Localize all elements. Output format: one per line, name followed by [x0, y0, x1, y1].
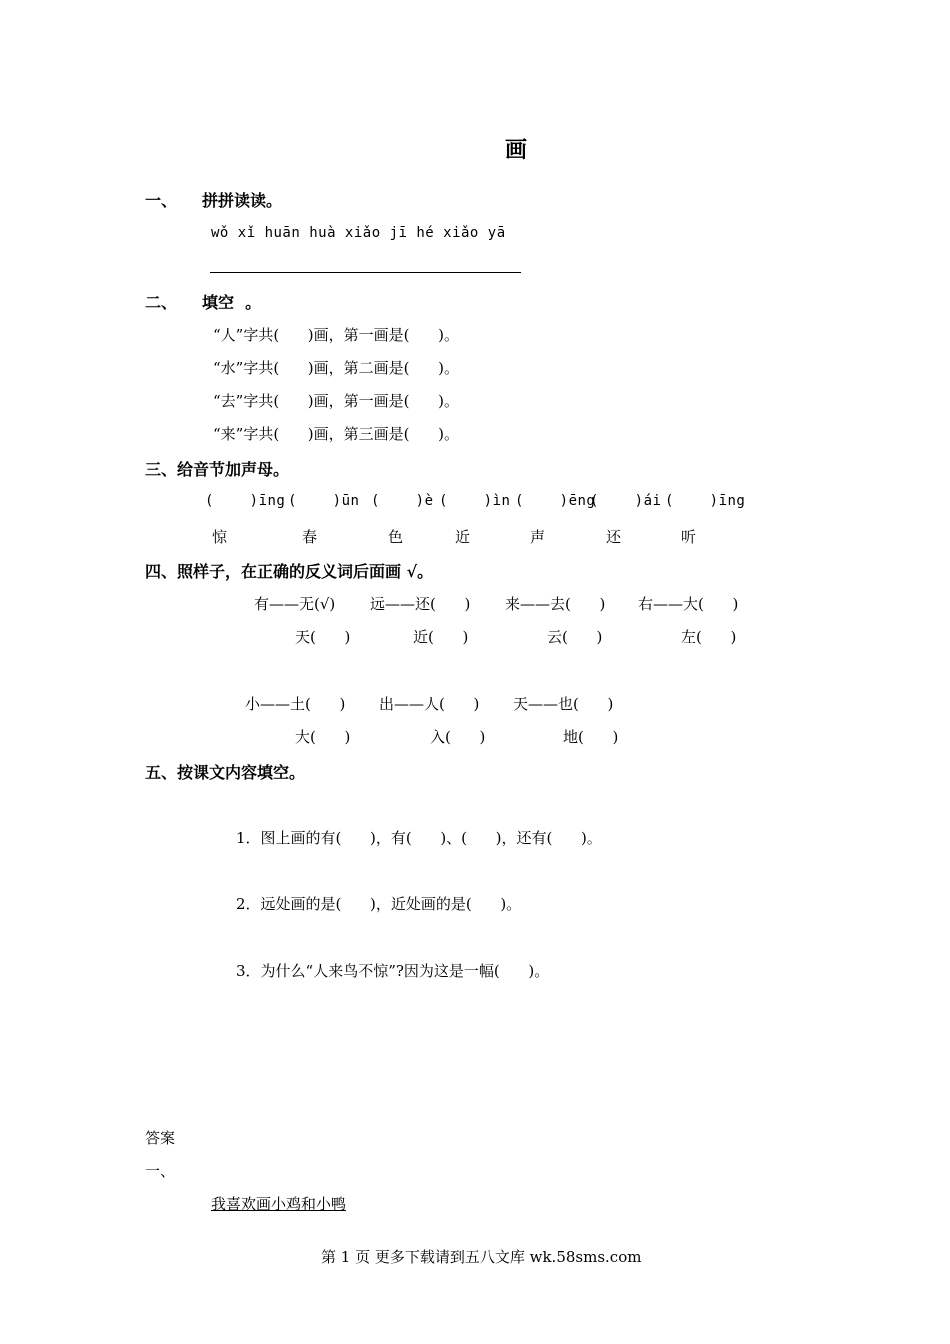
syllable-4: ( )ìn	[439, 493, 511, 509]
pinyin-line: wǒ xǐ huān huà xiǎo jī hé xiǎo yā	[211, 225, 506, 241]
antonym-pair: 有——无(√)	[254, 595, 336, 613]
fill-line-1: “人”字共( )画，第一画是( )。	[213, 326, 459, 344]
answers-number: 一、	[145, 1162, 176, 1180]
answer-line	[210, 272, 521, 273]
antonym-blank: 左( )	[681, 628, 737, 646]
syllable-1: ( )īng	[205, 493, 286, 509]
char-4: 近	[455, 528, 471, 546]
syllable-6: ( )ái	[590, 493, 662, 509]
fill-line-3: “去”字共( )画，第一画是( )。	[213, 392, 459, 410]
char-1: 惊	[212, 528, 228, 546]
content-fill-1: 1．图上画的有( )，有( )、( )，还有( )。	[236, 829, 602, 847]
antonym-pair: 右——大( )	[638, 595, 739, 613]
syllable-2: ( )ūn	[288, 493, 360, 509]
antonym-blank: 入( )	[430, 728, 486, 746]
antonym-blank: 云( )	[547, 628, 603, 646]
section-3-heading: 三、给音节加声母。	[145, 460, 290, 479]
section-4-heading: 四、照样子，在正确的反义词后面画 √。	[145, 562, 434, 581]
antonym-blank: 近( )	[413, 628, 469, 646]
syllable-3: ( )è	[371, 493, 434, 509]
antonym-blank: 天( )	[295, 628, 351, 646]
char-6: 还	[606, 528, 622, 546]
syllable-7: ( )īng	[665, 493, 746, 509]
char-7: 听	[681, 528, 697, 546]
section-1-number: 一、	[145, 191, 178, 210]
fill-line-2: “水”字共( )画，第二画是( )。	[213, 359, 459, 377]
char-3: 色	[388, 528, 404, 546]
antonym-pair: 来——去( )	[505, 595, 606, 613]
answer-text: 我喜欢画小鸡和小鸭	[211, 1195, 347, 1213]
antonym-blank: 大( )	[295, 728, 351, 746]
antonym-pair: 天——也( )	[513, 695, 614, 713]
syllable-5: ( )ēng	[515, 493, 596, 509]
fill-line-4: “来”字共( )画，第三画是( )。	[213, 425, 459, 443]
section-5-heading: 五、按课文内容填空。	[145, 763, 306, 782]
page-footer: 第 1 页 更多下载请到五八文库 wk.58sms.com	[321, 1248, 642, 1266]
char-2: 春	[302, 528, 318, 546]
char-5: 声	[530, 528, 546, 546]
antonym-pair: 出——人( )	[379, 695, 480, 713]
section-2-heading: 填空 。	[202, 293, 262, 312]
content-fill-3: 3．为什么“人来鸟不惊”?因为这是一幅( )。	[236, 962, 550, 980]
answers-label: 答案	[145, 1129, 176, 1147]
antonym-pair: 远——还( )	[370, 595, 471, 613]
content-fill-2: 2．远处画的是( )，近处画的是( )。	[236, 895, 522, 913]
antonym-pair: 小——土( )	[245, 695, 346, 713]
antonym-blank: 地( )	[563, 728, 619, 746]
section-1-heading: 拼拼读读。	[202, 191, 283, 210]
page-title: 画	[505, 137, 528, 163]
section-2-number: 二、	[145, 293, 178, 312]
